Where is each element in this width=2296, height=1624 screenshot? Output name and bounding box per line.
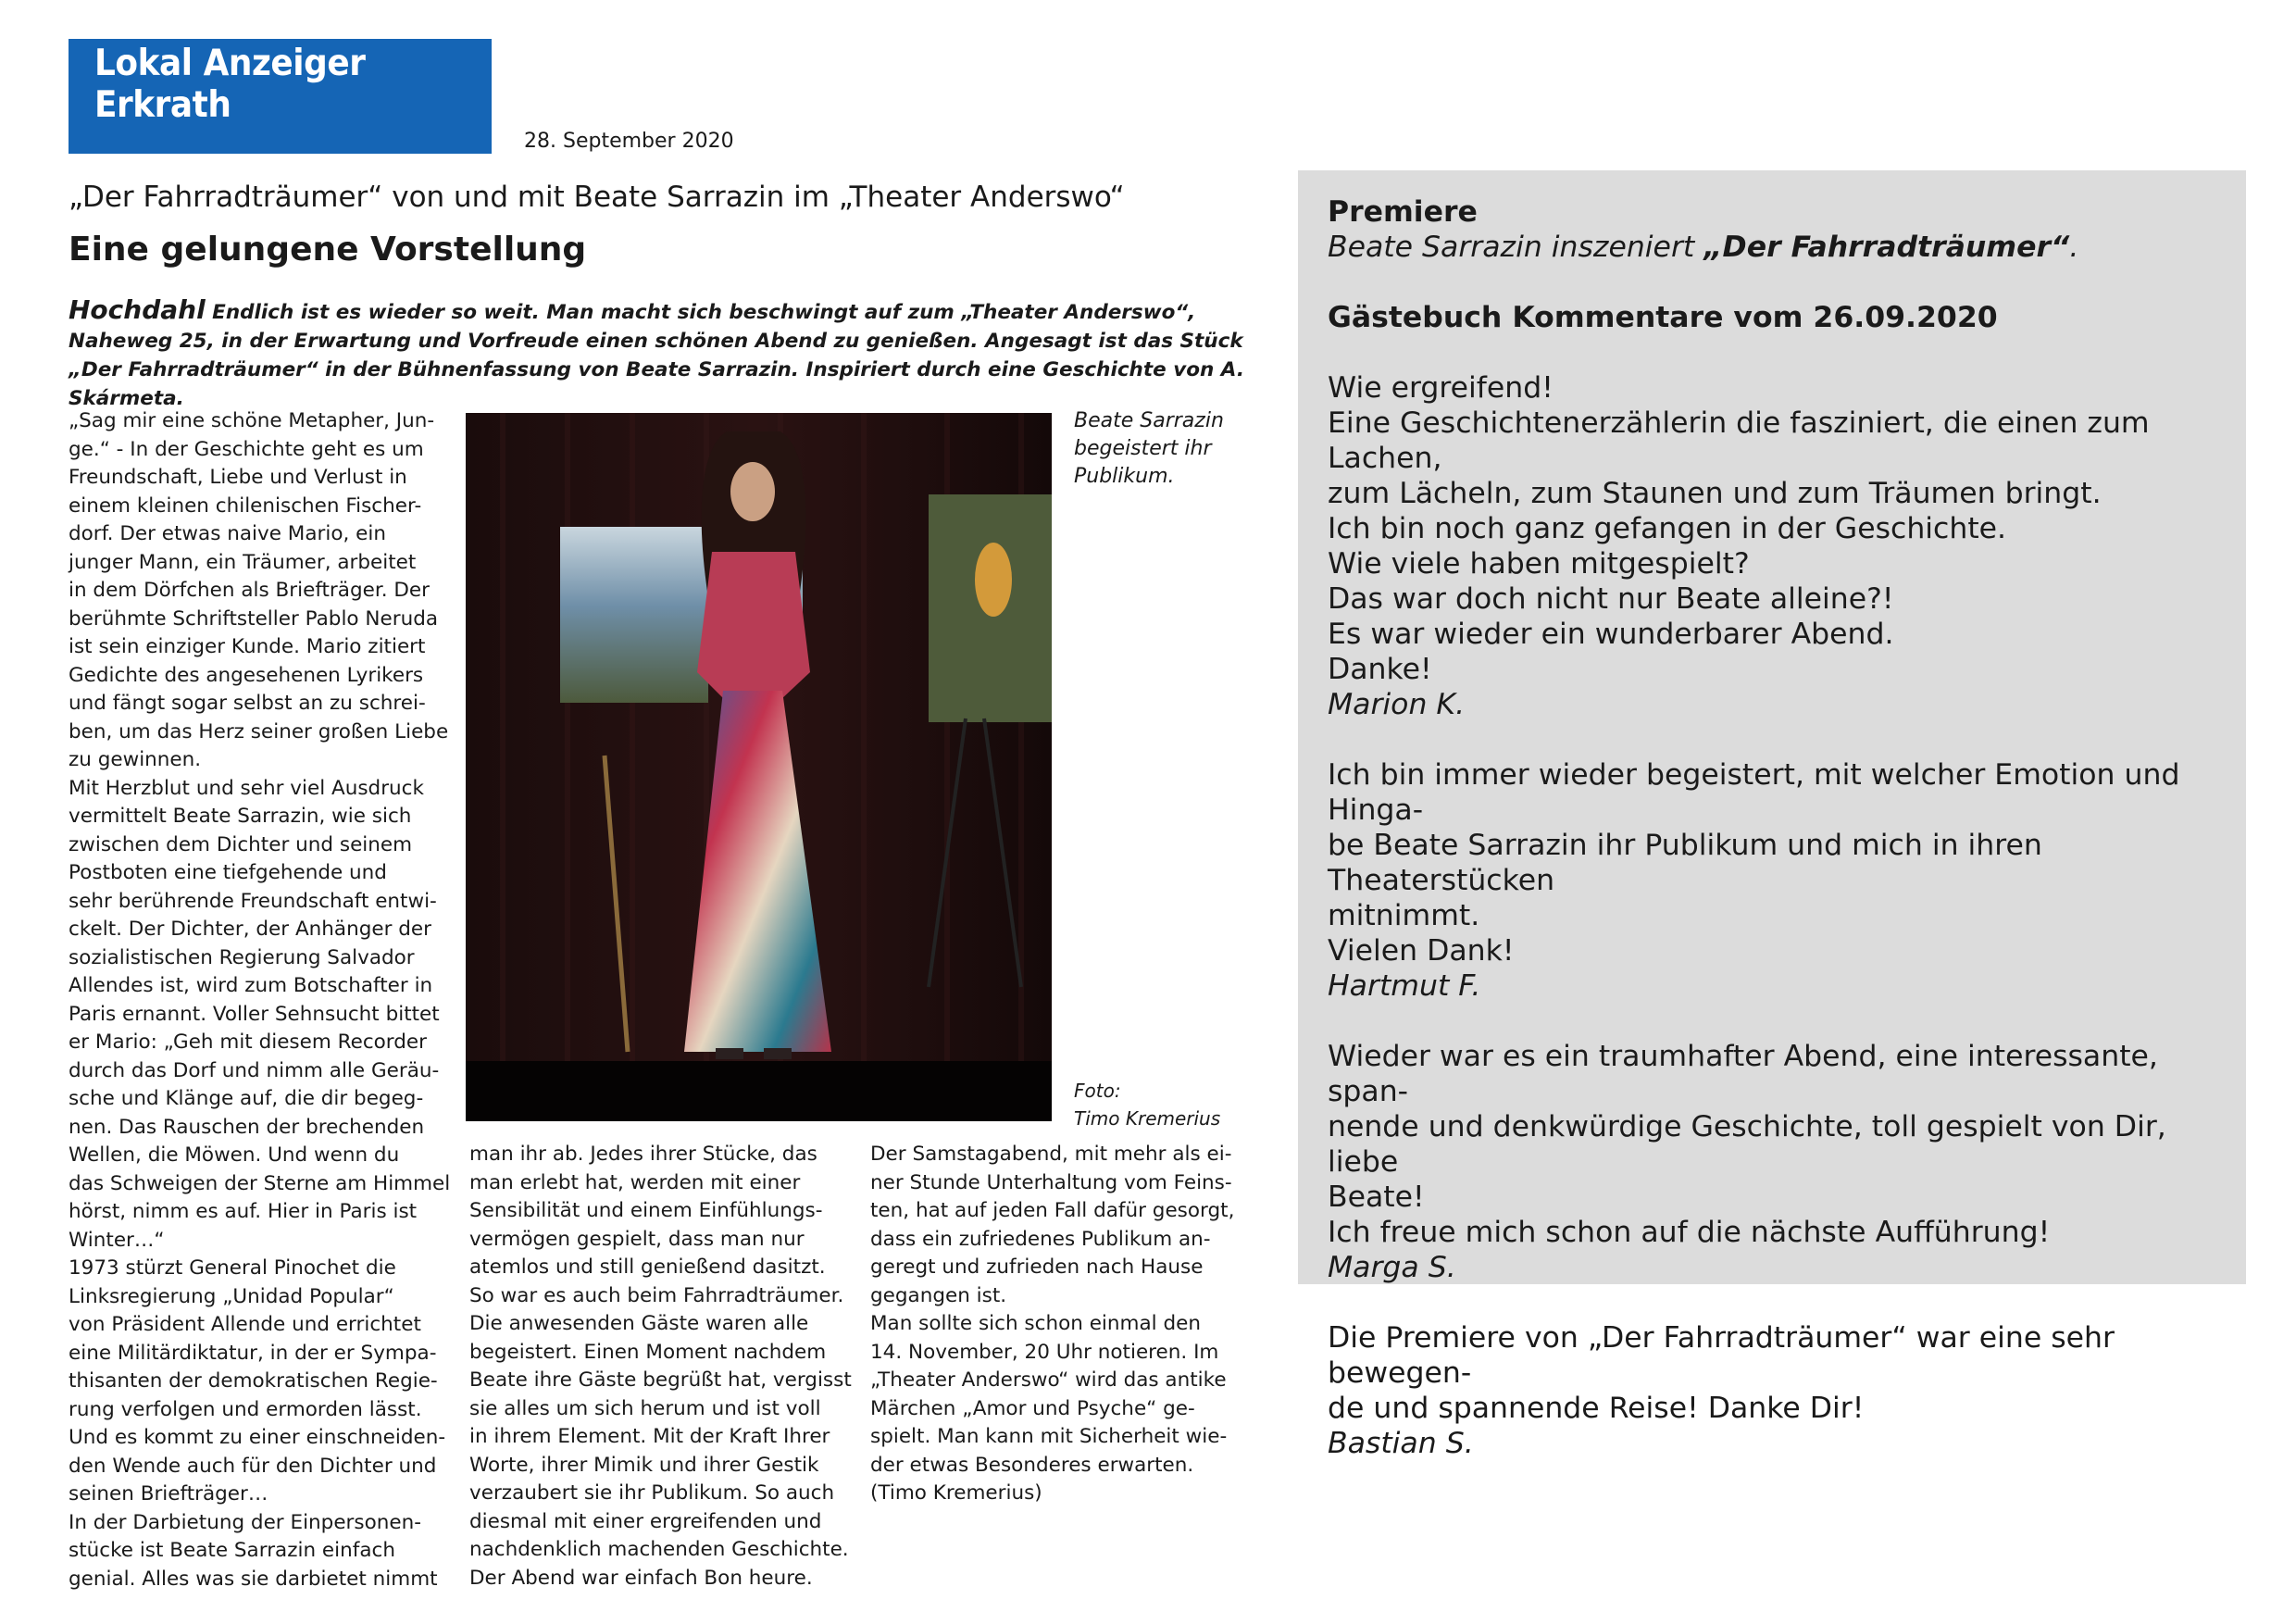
guestbook-entry [1328, 1039, 2235, 1285]
masthead-logo [69, 39, 492, 154]
guestbook-entry [1328, 370, 2235, 722]
article-photo [466, 413, 1052, 1121]
guestbook-subtitle: Beate Sarrazin inszeniert „Der Fahrradträumer“. [1328, 231, 2079, 264]
article-column-2: man ihr ab. Jedes ihrer Stücke, das man erlebt hat, werden mit einer Sensibilität und einem Einfühlungs- vermögen gespielt, dass man nur atemlos und still genießend dasitzt. So war es auch beim Fahrradträumer. Die anwesenden Gäste waren alle begeistert. Einen Moment nachdem Beate ihre Gäste begrüßt hat, vergisst sie alles um sich herum und ist voll in ihrem Element. Mit der Kraft Ihrer Worte, ihrer Mimik und ihrer Gestik verzaubert sie ihr Publikum. So auch diesmal mit einer ergreifenden und nachdenklich machenden Geschichte. Der Abend war einfach Bon heure. [469, 1143, 852, 1590]
photo-credit: Foto: Timo Kremerius [1074, 1080, 1221, 1130]
article-lead [69, 295, 1244, 413]
article-kicker: „Der Fahrradträumer“ von und mit Beate Sarrazin im „Theater Anderswo“ [69, 181, 1125, 214]
guestbook-heading: Gästebuch Kommentare vom 26.09.2020 [1328, 301, 1998, 334]
guestbook-play-title: „Der Fahrradträumer“ [1703, 231, 2070, 264]
article-headline: Eine gelungene Vorstellung [69, 231, 587, 269]
photo-caption: Beate Sarrazin begeistert ihr Publikum. [1074, 409, 1224, 488]
masthead-title: Lokal Anzeiger Erkrath [94, 43, 366, 126]
guestbook-entry-author: Hartmut F. [1328, 969, 1481, 1003]
guestbook-entry-author: Bastian S. [1328, 1427, 1474, 1460]
lead-place: Hochdahl [69, 294, 206, 325]
guestbook-title: Premiere [1328, 195, 1478, 229]
guestbook-entry-text: Wieder war es ein traumhafter Abend, eine interessante, span- nende und denkwürdige Geschichte, toll gespielt von Dir, liebe Beate! Ich freue mich schon auf die nächste Aufführung! [1328, 1040, 2166, 1249]
guestbook-entry-text: Die Premiere von „Der Fahrradträumer“ war eine sehr bewegen- de und spannende Reise! Danke Dir! [1328, 1321, 2115, 1425]
guestbook-entry-author: Marion K. [1328, 688, 1466, 721]
publication-date: 28. September 2020 [524, 130, 734, 153]
article-column-1: „Sag mir eine schöne Metapher, Jun- ge.“ - In der Geschichte geht es um Freundschaft, Liebe und Verlust in einem kleinen chilenischen Fischer- dorf. Der etwas naive Mario, ein junger Mann, ein Träumer, arbeitet in dem Dörfchen als Briefträger. Der berühmte Schriftsteller Pablo Neruda ist sein einziger Kunde. Mario zitiert Gedichte des angesehenen Lyrikers und fängt sogar selbst an zu schrei- ben, um das Herz seiner großen Liebe zu gewinnen. Mit Herzblut und sehr viel Ausdruck vermittelt Beate Sarrazin, wie sich zwischen dem Dichter und seinem Postboten eine tiefgehende und sehr berührende Freundschaft entwi- ckelt. Der Dichter, der Anhänger der sozialistischen Regierung Salvador Allendes ist, wird zum Botschafter in Paris ernannt. Voller Sehnsucht bittet er Mario: „Geh mit diesem Recorder durch das Dorf und nimm alle Geräu- sche und Klänge auf, die dir begeg- nen. Das Rauschen der brechenden Wellen, die Möwen. Und wenn du das Schweigen der Sterne am Himmel hörst, nimm es auf. Hier in Paris ist Winter…“ 1973 stürzt General Pinochet die Linksregierung „Unidad Popular“ von Präsident Allende und errichtet eine Militärdiktatur, in der er Sympa- thisanten der demokratischen Regie- rung verfolgen und ermorden lässt. Und es kommt zu einer einschneiden- den Wende auch für den Dichter und seinen Briefträger… In der Darbietung der Einpersonen- stücke ist Beate Sarrazin einfach genial. Alles was sie darbietet nimmt [69, 409, 451, 1591]
guestbook-entry-author: Marga S. [1328, 1251, 1456, 1284]
woman-on-stage-photo [466, 413, 1052, 1121]
article-column-3: Der Samstagabend, mit mehr als ei- ner Stunde Unterhaltung vom Feins- ten, hat auf jeden Fall dafür gesorgt, dass ein zufriedenes Publikum an- geregt und zufrieden nach Hause gegangen ist. Man sollte sich schon einmal den 14. November, 20 Uhr notieren. Im „Theater Anderswo“ wird das antike Märchen „Amor und Psyche“ ge- spielt. Man kann mit Sicherheit wie- der etwas Besonderes erwarten. (Timo Kremerius) [870, 1143, 1235, 1505]
lead-text: Endlich ist es wieder so weit. Man macht sich beschwingt auf zum „Theater Anderswo“, Naheweg 25, in der Erwartung und Vorfreude einen schönen Abend zu genießen. Angesagt ist das Stück „Der Fahrradträumer“ in der Bühnenfassung von Beate Sarrazin. Inspiriert durch eine Geschichte von A. Skármeta. [69, 301, 1244, 410]
guestbook-entry-text: Ich bin immer wieder begeistert, mit welcher Emotion und Hinga- be Beate Sarrazin ihr Publikum und mich in ihren Theaterstücken mitnimmt. Vielen Dank! [1328, 758, 2180, 968]
guestbook-box [1298, 170, 2246, 1460]
guestbook-entry-text: Wie ergreifend! Eine Geschichtenerzählerin die fasziniert, die einen zum Lachen, zum Lächeln, zum Staunen und zum Träumen bringt. Ich bin noch ganz gefangen in der Geschichte. Wie viele haben mitgespielt? Das war doch nicht nur Beate alleine?! Es war wieder ein wunderbarer Abend. Danke! [1328, 371, 2150, 686]
guestbook-entry [1328, 757, 2235, 1004]
guestbook-entry [1328, 1320, 2235, 1461]
